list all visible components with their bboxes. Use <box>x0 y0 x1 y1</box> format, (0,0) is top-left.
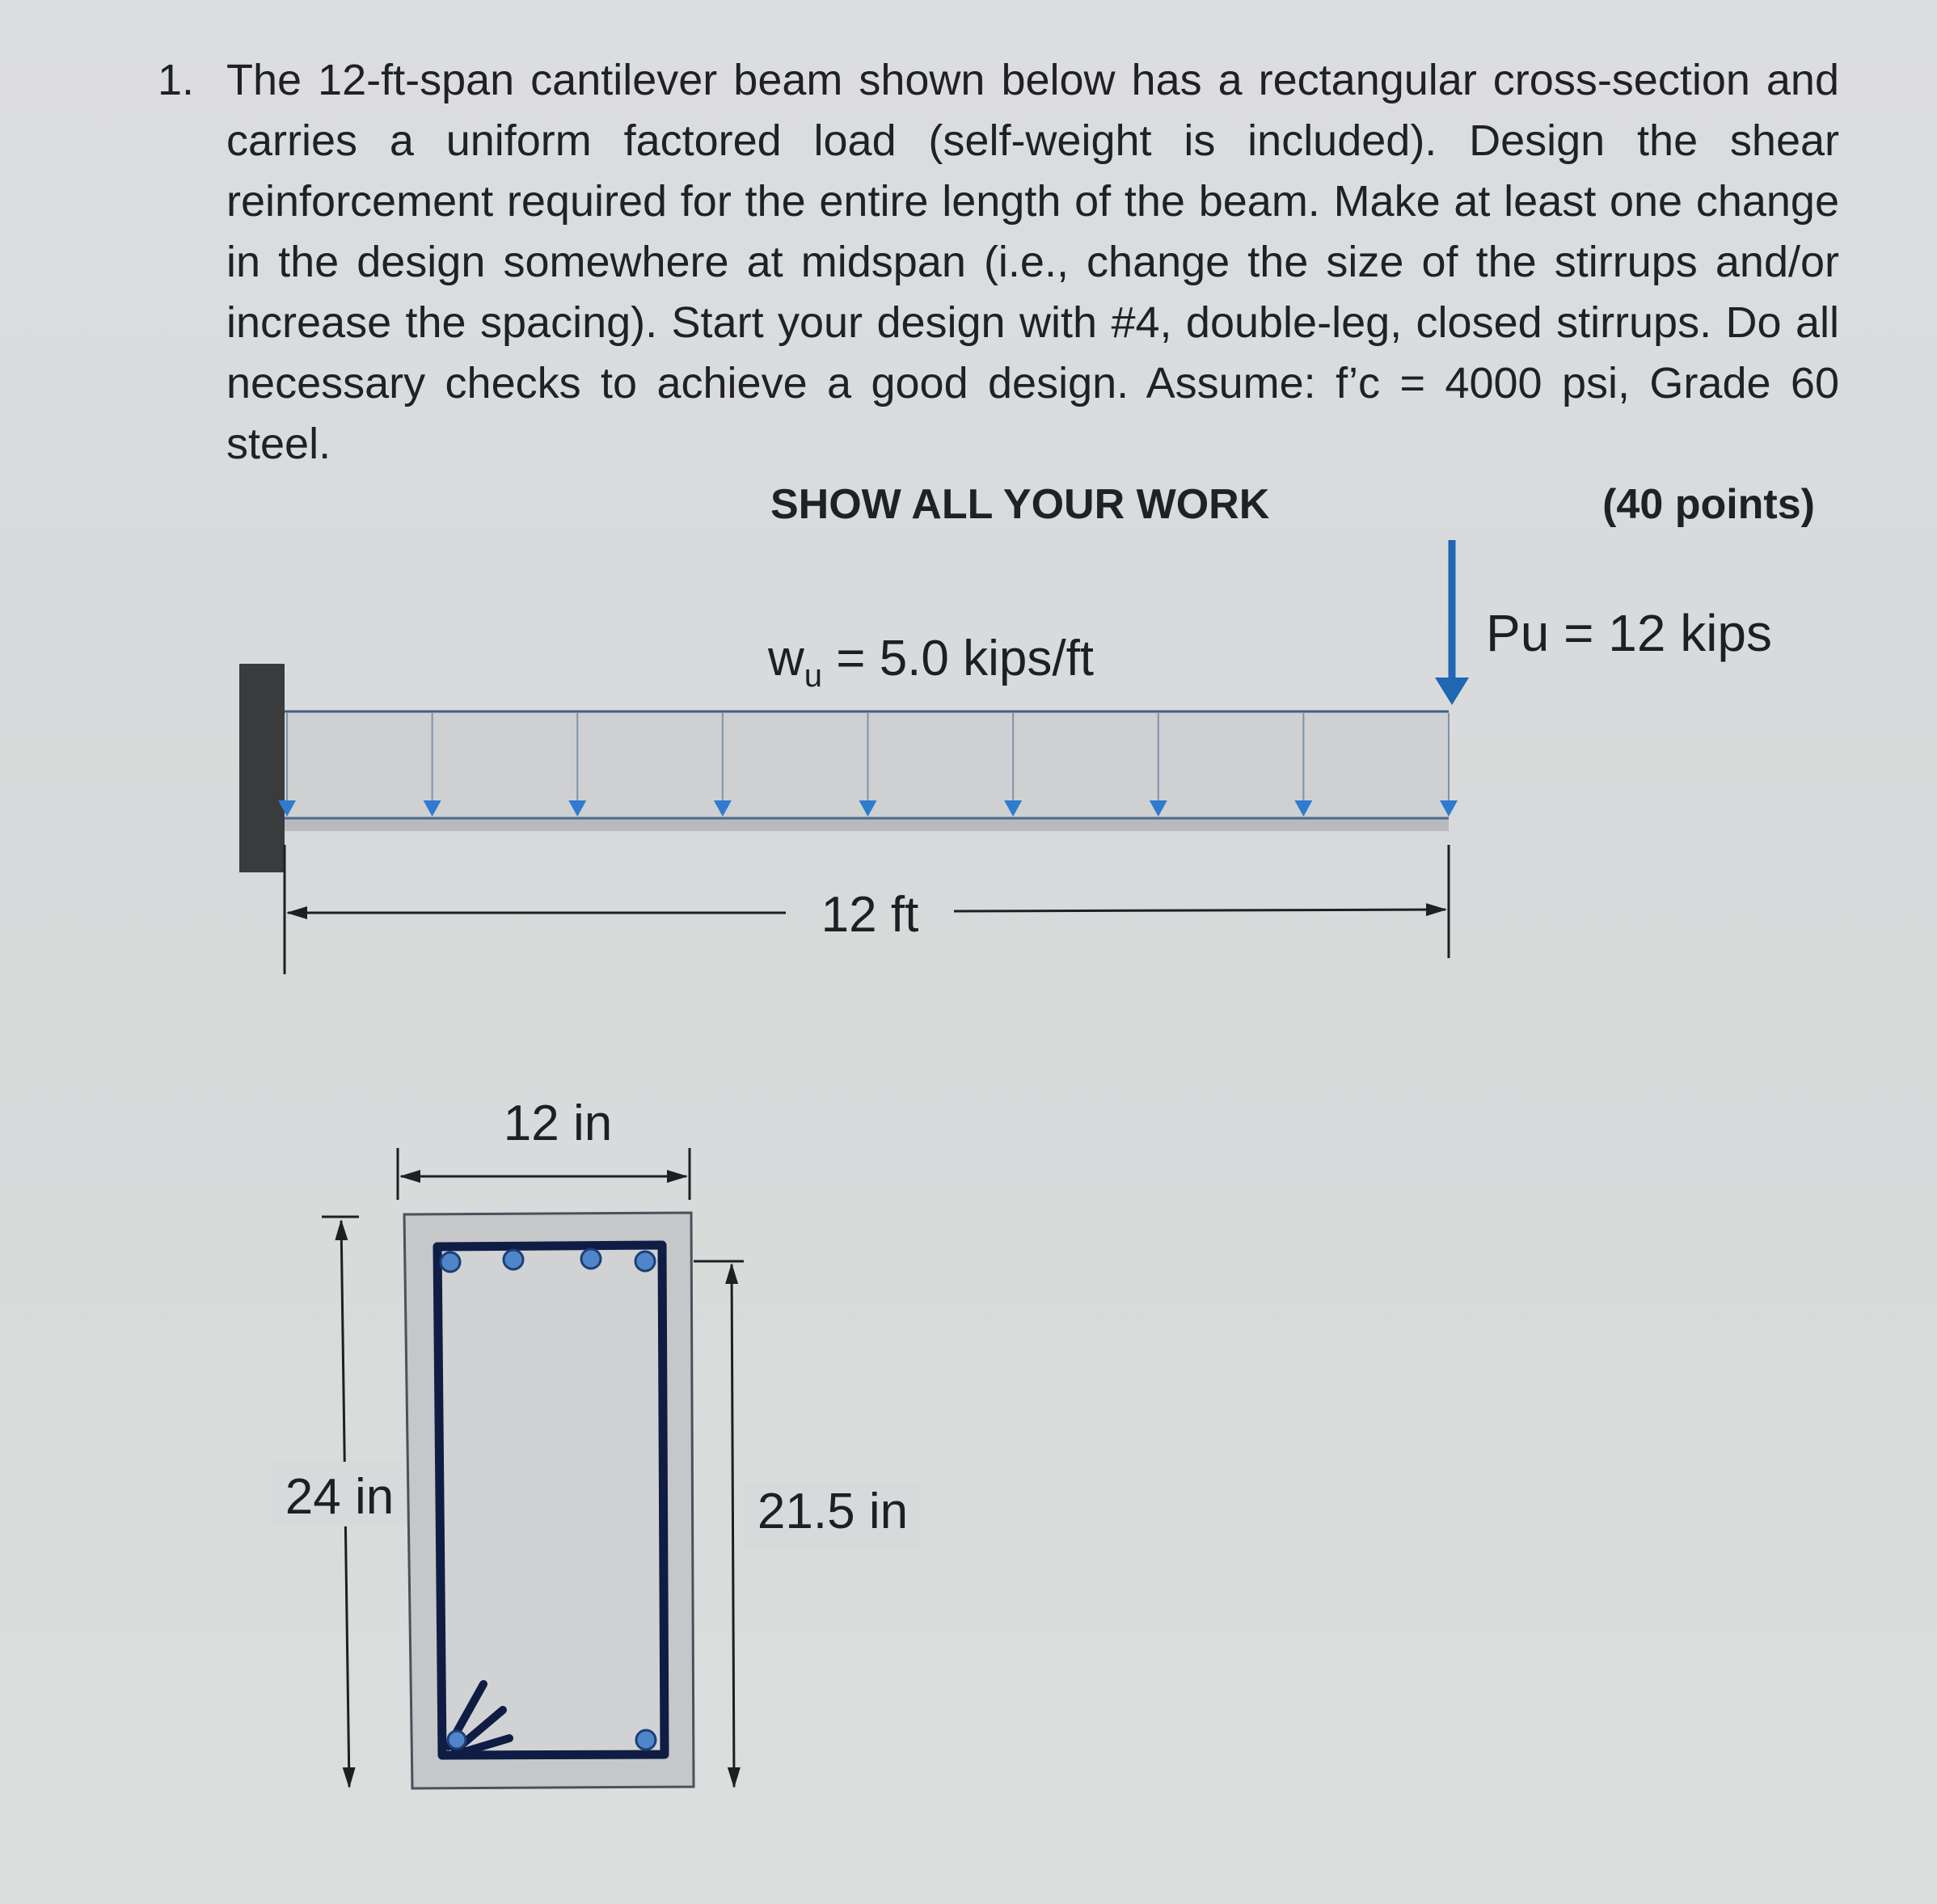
span-dimension-line-right <box>954 910 1445 911</box>
bottom-rebar <box>448 1731 466 1749</box>
points-label: (40 points) <box>1602 481 1815 528</box>
span-label: 12 ft <box>821 887 919 943</box>
point-load-arrow-head <box>1435 678 1469 705</box>
problem-text: The 12-ft-span cantilever beam shown below has a rectangular cross-section and carries a uniform factored load (self-weight is included). Design the shear reinforcement required for the entire length of the beam. Make at least one change in the design somewhere at midspan (i.e., change the size of the stirrups and/or increase the spacing). Start your design with #4, double-leg, closed stirrups. Do all necessary checks to achieve a good design. Assume: f’c = 4000 psi, Grade 60 steel. <box>226 56 1839 468</box>
effective-depth-label: 21.5 in <box>757 1484 909 1539</box>
fixed-support-wall <box>239 664 285 872</box>
show-work-heading: SHOW ALL YOUR WORK <box>770 481 1270 528</box>
top-rebar <box>635 1252 655 1271</box>
top-rebar <box>504 1250 523 1269</box>
point-load-label: Pu = 12 kips <box>1486 604 1772 662</box>
section-width-label: 12 in <box>503 1096 613 1151</box>
beam-bottom-shade <box>285 818 1449 831</box>
top-rebar <box>441 1252 460 1272</box>
section-core <box>437 1245 665 1755</box>
top-rebar <box>581 1249 601 1269</box>
distributed-load-label: $w_u = 5.0$ kips/ft <box>768 631 1095 694</box>
problem-number: 1. <box>158 56 195 104</box>
effective-depth-dimension <box>732 1264 734 1787</box>
section-height-label: 24 in <box>285 1469 395 1525</box>
bottom-rebar <box>636 1730 656 1750</box>
